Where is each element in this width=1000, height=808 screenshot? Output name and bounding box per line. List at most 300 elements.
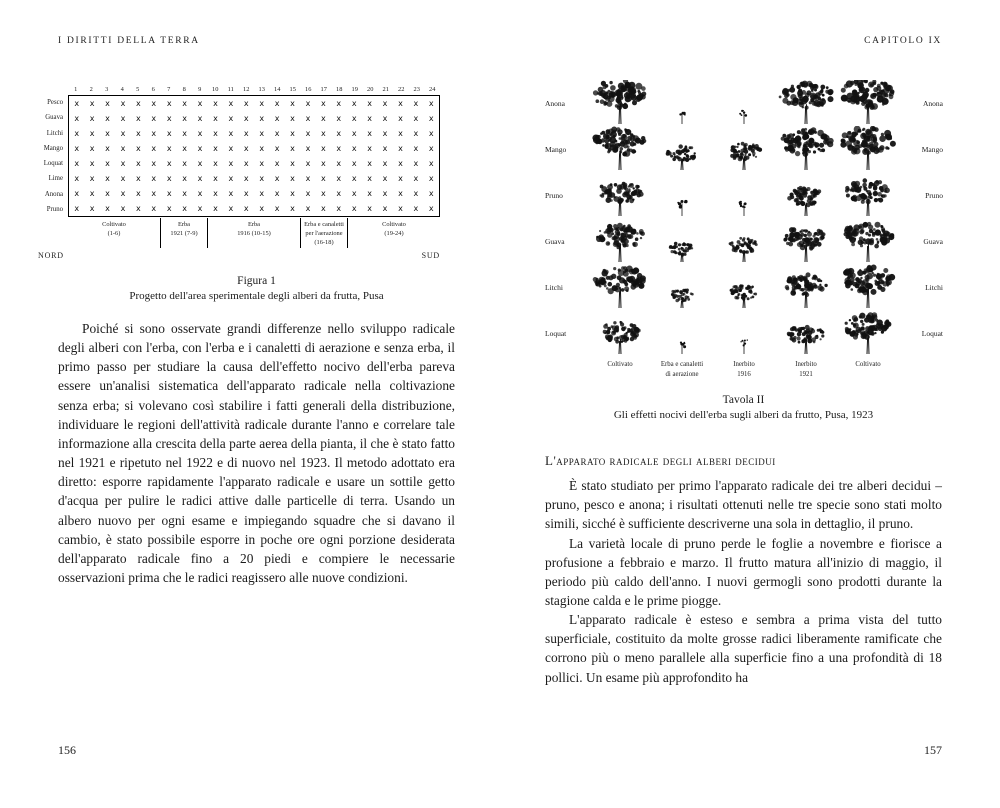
plot-mark: x [413,114,419,123]
tree-illustration [775,264,837,310]
plot-mark: x [74,129,80,138]
plot-mark: x [290,189,295,198]
plot-mark: x [166,204,172,213]
plot-column-number: 1 [74,86,78,93]
tree-drawing [713,80,775,126]
tree-drawing [837,126,899,172]
plot-compass [38,251,440,260]
plot-mark: x [151,144,157,153]
plot-section-label: per l'aerazione [305,229,343,237]
plot-mark: x [367,204,372,213]
plot-mark: x [228,114,234,123]
plot-mark: x [89,159,95,168]
tree-illustration [651,126,713,172]
plate-caption-text: Gli effetti nocivi dell'erba sugli alberi da frutto, Pusa, 1923 [613,409,874,422]
plot-mark: x [382,159,388,168]
plot-mark: x [351,159,357,168]
plot-mark: x [398,204,403,213]
tree-drawing [589,264,651,310]
plot-mark: x [274,204,280,213]
plot-mark: x [228,174,234,183]
plot-grid-area [38,95,440,217]
tree-row-label-right: Loquat [921,328,943,338]
plot-mark: x [382,129,388,138]
tree-column-label [775,360,837,379]
tree-illustration [713,172,775,218]
tree-column-label-line: Inerbito [795,361,817,368]
tree-drawing [775,172,837,218]
plot-mark: x [382,114,388,123]
plot-mark: x [105,159,110,168]
plot-mark: x [321,189,326,198]
plot-mark: x [413,159,419,168]
tree-column-label-line: 1921 [799,370,813,378]
plot-mark: x [105,204,110,213]
tree-drawing [651,172,713,218]
plot-mark: x [74,204,80,213]
plot-mark: x [413,99,419,108]
plot-section [207,218,300,248]
plot-mark: x [151,129,157,138]
figure-caption-title: Figura 1 [237,275,276,287]
plot-mark: x [120,144,126,153]
plot-mark: x [74,114,80,123]
plot-column-number: 11 [227,86,234,93]
plot-column-number: 23 [413,86,420,93]
plot-mark: x [305,189,311,198]
plot-section-label: Coltivato [102,221,126,228]
tree-drawing [589,80,651,126]
plot-mark: x [321,99,326,108]
plot-mark: x [136,189,141,198]
tree-column-label [837,360,899,379]
plot-mark: x [382,144,388,153]
plot-mark: x [259,99,265,108]
tree-column-label-line: di aerazione [665,370,699,378]
plot-section-label: Erba [177,221,191,228]
plot-mark: x [428,204,434,213]
tree-drawing [775,218,837,264]
plot-mark: x [367,144,372,153]
plot-mark: x [243,144,249,153]
plot-column-number: 19 [351,86,358,93]
plot-column-numbers [68,86,440,93]
plot-mark: x [120,174,126,183]
plot-mark: x [74,189,80,198]
tree-row-label-right: Pruno [925,190,943,200]
plot-mark: x [89,144,95,153]
plot-mark: x [243,99,249,108]
plot-section-label: (19-24) [384,229,404,237]
plot-mark: x [197,144,203,153]
tree-drawing [651,80,713,126]
plate-caption [545,394,942,421]
plot-mark: x [182,159,187,168]
plot-column-number: 15 [289,86,296,93]
plot-column-number: 2 [89,86,93,93]
plot-row-label: Pesco [47,99,63,107]
plot-mark: x [182,114,187,123]
plot-mark: x [413,144,419,153]
plot-section [347,218,440,248]
tree-row-label-left: Litchi [545,282,563,292]
plot-mark: x [290,159,295,168]
plot-mark: x [321,159,326,168]
plot-column-number: 10 [212,86,219,93]
plot-mark: x [398,99,403,108]
plot-mark: x [166,144,172,153]
plot-section [300,218,347,248]
tree-drawing [651,218,713,264]
plot-section-label: (1-6) [107,229,121,237]
plot-section-label: Coltivato [382,221,406,228]
plot-column-number: 16 [305,86,312,93]
tree-row-label-left: Mango [545,144,567,154]
tree-drawing [837,218,899,264]
plot-mark: x [228,129,234,138]
tree-illustration [651,80,713,126]
plot-mark: x [105,114,110,123]
plot-column-number: 17 [320,86,327,93]
plot-section [68,218,160,248]
plot-mark: x [398,174,403,183]
plot-mark: x [321,174,326,183]
tree-column-label-line: Erba e canaletti [660,361,704,368]
plot-mark: x [120,159,126,168]
plot-mark: x [136,159,141,168]
plot-mark: x [398,159,403,168]
tree-drawing [651,264,713,310]
plot-mark: x [336,204,342,213]
plot-mark: x [274,129,280,138]
plot-row-label: Lime [48,175,63,183]
tree-illustration [589,80,651,126]
plot-mark: x [228,99,234,108]
plot-mark: x [243,189,249,198]
plot-grid [68,95,440,217]
plot-mark: x [274,189,280,198]
figure-caption-text: Progetto dell'area sperimentale degli alberi da frutta, Pusa [129,290,384,302]
tree-row-label-right: Litchi [925,282,943,292]
plot-mark: x [290,114,295,123]
tree-drawing [713,264,775,310]
tree-illustration [651,218,713,264]
plot-mark: x [182,99,187,108]
plot-mark: x [197,114,203,123]
plot-mark: x [336,189,342,198]
plot-row-label: Loquat [43,160,63,168]
plot-column-number: 18 [336,86,343,93]
tree-illustration [837,172,899,218]
plot-mark: x [243,204,249,213]
plot-mark: x [197,174,203,183]
plot-mark: x [336,129,342,138]
plot-mark: x [398,114,403,123]
tree-illustration [589,172,651,218]
tree-row-label-left: Guava [545,236,565,246]
plot-mark: x [428,99,434,108]
plot-mark: x [290,144,295,153]
plot-mark: x [336,159,342,168]
plot-mark: x [182,129,187,138]
plot-mark: x [351,114,357,123]
plot-column-number: 7 [167,86,171,93]
plot-mark: x [290,204,295,213]
plot-mark: x [428,144,434,153]
plot-mark: x [89,174,95,183]
plot-mark: x [367,129,372,138]
plot-column-number: 5 [136,86,140,93]
plot-mark: x [166,189,172,198]
plot-mark: x [351,129,357,138]
plot-mark: x [259,144,265,153]
plot-column-number: 8 [182,86,186,93]
plot-mark: x [120,129,126,138]
plot-column-number: 6 [151,86,155,93]
plot-row-label: Anona [44,190,63,198]
plot-mark: x [321,114,326,123]
plot-mark: x [382,99,388,108]
plot-mark: x [321,144,326,153]
plot-mark: x [351,144,357,153]
plot-mark: x [243,114,249,123]
compass-sud-label: SUD [421,251,440,260]
spacer [899,356,943,357]
plot-mark: x [151,159,157,168]
tree-illustration [651,264,713,310]
plot-mark: x [274,99,280,108]
tree-drawing [713,172,775,218]
plot-mark: x [105,129,110,138]
body-paragraph: L'apparato radicale è esteso e sembra a prima vista del tutto superficiale, costituito da molte grosse radici liberamente ramificate che corrono più o meno parallele alla superficie fino a una profondità di 18 pollici. Un esame più approfondito ha [545,612,942,685]
plot-mark: x [74,144,80,153]
tree-drawing [775,264,837,310]
tree-column-label-line: Coltivato [855,361,881,368]
plot-mark: x [74,159,80,168]
plot-column-number: 13 [258,86,265,93]
plot-mark: x [74,99,80,108]
plot-mark: x [274,114,280,123]
plot-mark: x [228,189,234,198]
plot-mark: x [259,129,265,138]
plot-mark: x [166,129,172,138]
plot-mark: x [228,204,234,213]
plot-mark: x [274,174,280,183]
plot-mark: x [120,99,126,108]
tree-row-label-right: Mango [921,144,943,154]
plot-mark: x [259,189,265,198]
plot-mark: x [367,159,372,168]
plot-mark: x [305,144,311,153]
page-number-left: 156 [58,743,76,757]
tree-illustration [837,218,899,264]
tree-drawing [713,310,775,356]
tree-drawing [713,218,775,264]
plot-mark: x [367,189,372,198]
plot-mark: x [89,129,95,138]
plot-row-labels [38,95,68,217]
plot-mark: x [367,174,372,183]
plot-mark: x [274,144,280,153]
plot-mark: x [305,159,311,168]
plot-mark: x [413,174,419,183]
plot-mark: x [213,204,218,213]
plot-mark: x [136,204,141,213]
plot-mark: x [336,99,342,108]
plot-mark: x [197,99,203,108]
tree-illustration [651,172,713,218]
plot-row-label: Pruno [46,205,63,213]
tree-illustration [775,126,837,172]
plot-mark: x [351,189,357,198]
figure-tree-effects [545,80,942,379]
plot-mark: x [74,174,80,183]
tree-drawing [837,80,899,126]
plot-mark: x [228,159,234,168]
plot-mark: x [290,129,295,138]
plot-mark: x [213,189,218,198]
plot-mark: x [259,159,265,168]
tree-drawing [651,126,713,172]
plot-mark: x [305,204,311,213]
plot-mark: x [259,174,265,183]
tree-drawing [837,310,899,356]
figure-experimental-plot [38,86,440,260]
tree-illustration [775,172,837,218]
plot-column-number: 14 [274,86,281,93]
tree-row-label-left: Anona [545,98,565,108]
plot-mark: x [105,99,110,108]
running-head-left: I DIRITTI DELLA TERRA [58,36,200,46]
tree-drawing [713,126,775,172]
plot-mark: x [321,204,326,213]
tree-row-label-right: Guava [923,236,943,246]
plot-mark: x [336,144,342,153]
tree-illustration [589,310,651,356]
tree-illustration [713,310,775,356]
tree-illustration [589,264,651,310]
tree-column-label-line: 1916 [737,370,751,378]
plot-section-label: 1916 (10-15) [237,229,271,237]
plot-mark: x [166,99,172,108]
plot-mark: x [336,174,342,183]
plot-mark: x [136,114,141,123]
tree-illustration [837,310,899,356]
tree-drawing [775,126,837,172]
plot-mark: x [182,204,187,213]
plot-section-label: Erba [247,221,261,228]
tree-column-label [589,360,651,379]
plot-mark: x [89,114,95,123]
tree-illustration [713,126,775,172]
tree-column-label [651,360,713,379]
tree-illustration [713,80,775,126]
spacer [545,356,589,357]
plot-mark: x [151,189,157,198]
plot-mark: x [136,144,141,153]
plot-mark: x [243,129,249,138]
section-heading: L'apparato radicale degli alberi decidui [545,453,776,469]
plot-section-label: (16-18) [314,238,334,246]
plot-mark: x [290,174,295,183]
plot-mark: x [151,114,157,123]
plot-mark: x [89,189,95,198]
body-paragraph: Poiché si sono osservate grandi differenze nello sviluppo radicale degli alberi con l'erba, con l'erba e i canaletti di aerazione e senza erba, il primo passo per studiare la causa dell'effetto nocivo dell'erba pareva essere un'analisi sistematica dell'apparato radicale nella coltivazione senza erba; si volevano così stabilire i fatti generali della distribuzione, individuare le regioni dell'attività radicale durante l'anno e correlare tale informazione alla crescita della parte aerea della pianta, il che è stato fatto nel 1921 e ripetuto nel 1922 e di nuovo nel 1923. Il metodo adottato era diretto: esporre rapidamente l'apparato radicale e usare un sottile getto d'acqua per pulire le radici attive dalle particelle di terra. Usando un albero nuovo per ogni esame e impiegando squadre che si davano il cambio, è stato possibile esporre in poche ore ogni porzione desiderata dell'apparato radicale fino a 20 piedi e compiere le necessarie osservazioni prima che le radici reagissero alle nuove condizioni. [58,321,455,586]
tree-row-label-right: Anona [923,98,943,108]
plot-mark: x [351,174,357,183]
plot-mark: x [428,114,434,123]
plot-mark: x [243,174,249,183]
plot-mark: x [120,114,126,123]
tree-illustration [837,264,899,310]
plot-mark: x [136,129,141,138]
plot-mark: x [182,174,187,183]
plot-mark: x [105,144,110,153]
plot-sections [68,218,440,248]
tree-illustration [837,80,899,126]
tree-drawing [837,264,899,310]
plot-mark: x [321,129,326,138]
body-paragraph: È stato studiato per primo l'apparato radicale dei tre alberi decidui – pruno, pesco e anona; i risultati ottenuti nelle tre specie sono stati molto simili, sicché è sufficiente descriverne una sola in dettaglio, il pruno. [545,478,942,532]
plot-mark: x [120,189,126,198]
plot-mark: x [213,114,218,123]
plot-mark: x [89,99,95,108]
tree-drawing [651,310,713,356]
plot-mark: x [182,189,187,198]
tree-row-label-left: Pruno [545,190,563,200]
plot-column-number: 9 [198,86,202,93]
tree-drawing [589,126,651,172]
plot-mark: x [166,159,172,168]
plot-mark: x [428,159,434,168]
plot-mark: x [197,189,203,198]
plot-mark: x [120,204,126,213]
plot-mark: x [89,204,95,213]
plot-mark: x [398,129,403,138]
plot-mark: x [166,114,172,123]
plot-mark: x [243,159,249,168]
plot-column-number: 21 [382,86,389,93]
plot-mark: x [213,129,218,138]
plot-mark: x [413,189,419,198]
plot-mark: x [213,174,218,183]
tree-column-label-line: Inerbito [733,361,755,368]
tree-illustration [775,218,837,264]
plot-mark: x [151,204,157,213]
plot-column-number: 12 [243,86,250,93]
page-right [500,0,1000,808]
plot-mark: x [351,204,357,213]
plot-column-number: 4 [120,86,124,93]
plot-column-number: 3 [105,86,109,93]
tree-row-label-left: Loquat [545,328,567,338]
plot-mark: x [213,144,218,153]
plot-mark: x [305,129,311,138]
plot-mark: x [105,189,110,198]
tree-drawing [775,80,837,126]
plot-mark: x [398,189,403,198]
plot-mark: x [166,174,172,183]
plot-mark: x [428,129,434,138]
plot-section [160,218,207,248]
tree-illustration [589,218,651,264]
tree-illustration [775,310,837,356]
plot-mark: x [413,204,419,213]
plot-mark: x [351,99,357,108]
plot-mark: x [428,174,434,183]
tree-drawing [775,310,837,356]
plot-mark: x [213,99,218,108]
